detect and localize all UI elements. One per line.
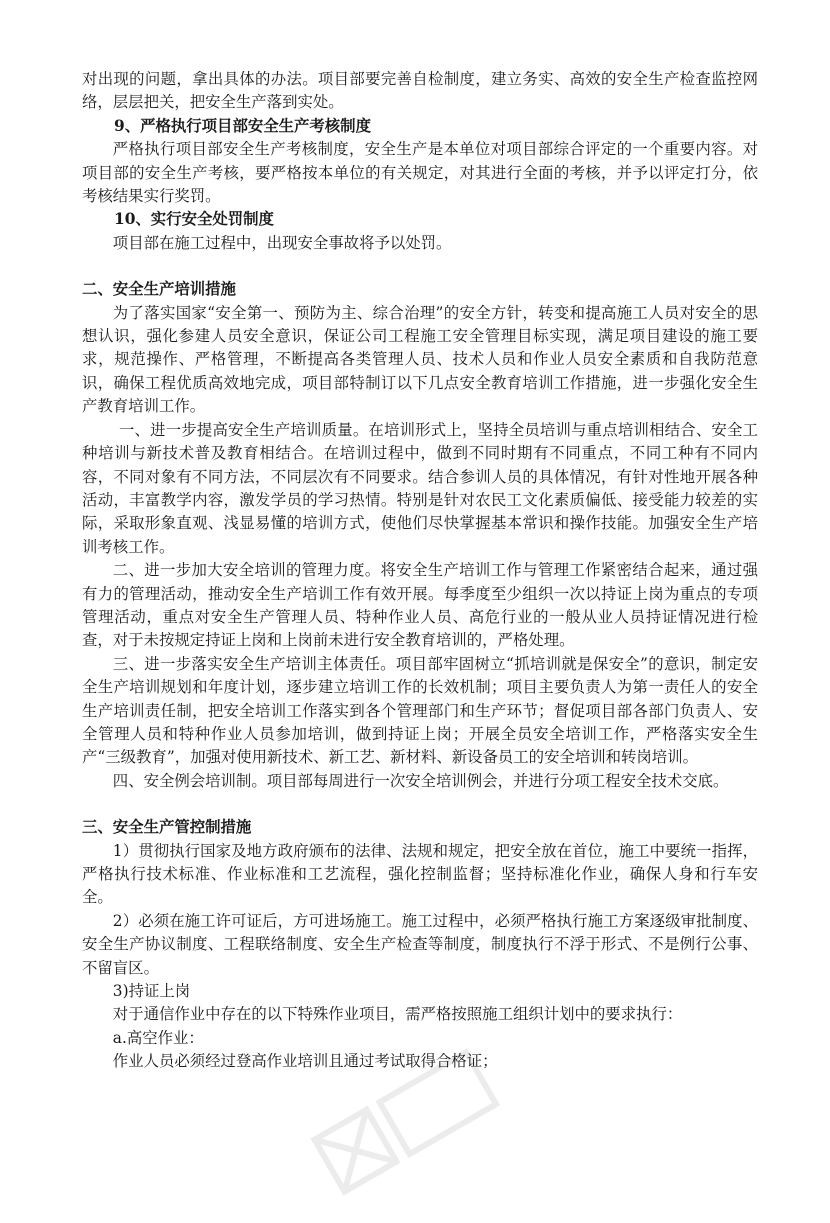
section-3-point-5: a.高空作业： bbox=[112, 1028, 204, 1047]
section-3-point-2: 2）必须在施工许可证后，方可进场施工。施工过程中，必须严格执行施工方案逐级审批制度、安全生产协议制度、工程联络制度、安全生产检查等制度，制度执行不浮于形式、不是例行公事、不留盲区。 bbox=[82, 911, 758, 977]
section-3-point-6: 作业人员必须经过登高作业培训且通过考试取得合格证； bbox=[112, 1052, 498, 1071]
intro-paragraph: 对出现的问题，拿出具体的办法。项目部要完善自检制度，建立务实、高效的安全生产检查监控网络，层层把关，把安全生产落到实处。 bbox=[82, 70, 758, 112]
section-3-heading: 三、安全生产管控制措施 bbox=[82, 818, 252, 837]
section-2-point-3: 三、进一步落实安全生产培训主体责任。项目部牢固树立“抓培训就是保安全”的意识，制定安全生产培训规划和年度计划，逐步建立培训工作的长效机制；项目主要负责人为第一责任人的安全生产培训责任制，把安全培训工作落实到各个管理部门和生产环节；督促项目部各部门负责人、安全管理人员和特种作业人员参加培训，做到持证上岗；开展全员安全培训工作，严格落实安全生产“三级教育”，加强对使用新技术、新工艺、新材料、新设备员工的安全培训和转岗培训。 bbox=[82, 654, 758, 767]
item-10-heading: 10、实行安全处罚制度 bbox=[114, 210, 274, 229]
section-2-point-1: 一、进一步提高安全生产培训质量。在培训形式上，坚持全员培训与重点培训相结合、安全工种培训与新技术普及教育相结合。在培训过程中，做到不同时期有不同重点，不同工种有不同内容，不同对象有不同方法，不同层次有不同要求。结合参训人员的具体情况，有针对性地开展各种活动，丰富教学内容，激发学员的学习热情。特别是针对农民工文化素质偏低、接受能力较差的实际，采取形象直观、浅显易懂的培训方式，使他们尽快掌握基本常识和操作技能。加强安全生产培训考核工作。 bbox=[82, 420, 758, 556]
section-2-point-4: 四、安全例会培训制。项目部每周进行一次安全培训例会，并进行分项工程安全技术交底。 bbox=[112, 771, 729, 790]
item-9-paragraph: 严格执行项目部安全生产考核制度，安全生产是本单位对项目部综合评定的一个重要内容。对项目部的安全生产考核，要严格按本单位的有关规定，对其进行全面的考核，并予以评定打分，依考核结果实行奖罚。 bbox=[82, 140, 758, 206]
item-9-heading: 9、严格执行项目部安全生产考核制度 bbox=[114, 116, 371, 135]
document-page bbox=[82, 68, 758, 1074]
section-3-point-3: 3)持证上岗 bbox=[112, 982, 191, 1001]
section-2-heading: 二、安全生产培训措施 bbox=[82, 280, 236, 299]
section-3-point-1: 1）贯彻执行国家及地方政府颁布的法律、法规和规定，把安全放在首位，施工中要统一指挥，严格执行技术标准、作业标准和工艺流程，强化控制监督；坚持标准化作业，确保人身和行车安全。 bbox=[82, 841, 758, 907]
section-3-point-4: 对于通信作业中存在的以下特殊作业项目，需严格按照施工组织计划中的要求执行： bbox=[112, 1005, 683, 1024]
item-10-paragraph: 项目部在施工过程中，出现安全事故将予以处罚。 bbox=[112, 233, 452, 252]
section-2-intro: 为了落实国家“安全第一、预防为主、综合治理”的安全方针，转变和提高施工人员对安全的思想认识，强化参建人员安全意识，保证公司工程施工安全管理目标实现，满足项目建设的施工要求，规范操作、严格管理，不断提高各类管理人员、技术人员和作业人员安全素质和自我防范意识，确保工程优质高效地完成，项目部特制订以下几点安全教育培训工作措施，进一步强化安全生产教育培训工作。 bbox=[82, 303, 758, 416]
section-2-point-2: 二、进一步加大安全培训的管理力度。将安全生产培训工作与管理工作紧密结合起来，通过强有力的管理活动，推动安全生产培训工作有效开展。每季度至少组织一次以持证上岗为重点的专项管理活动，重点对安全生产管理人员、特种作业人员、高危行业的一般从业人员持证情况进行检查，对于未按规定持证上岗和上岗前未进行安全教育培训的，严格处理。 bbox=[82, 561, 758, 650]
